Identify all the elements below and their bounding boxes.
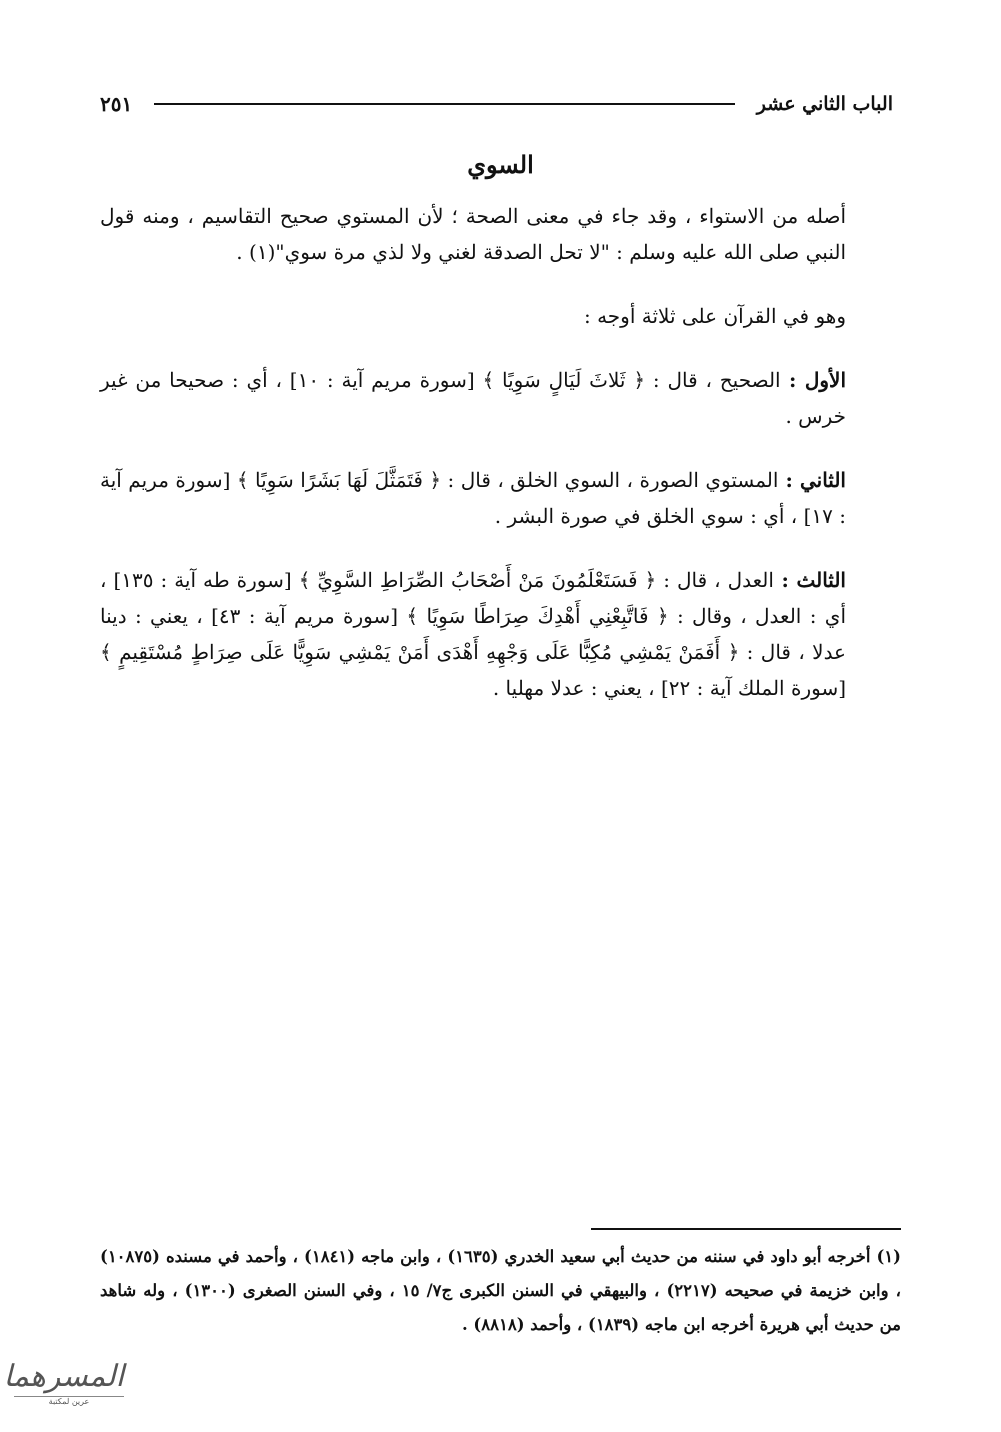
chapter-title: الباب الثاني عشر [756,93,893,115]
section-title: السوي [467,150,534,179]
paragraph-intro [100,298,846,334]
paragraph-text: أصله من الاستواء ، وقد جاء في معنى الصحة ؛ لأن المستوي صحيح التقاسيم ، ومنه قول النبي صلى الله عليه وسلم : "لا تحل الصدقة لغني ولا لذي مرة سوي"(١) . [100,204,846,264]
paragraph-lead: الثالث : [773,568,846,592]
paragraph-text: المستوي الصورة ، السوي الخلق ، قال : ﴿ فَتَمَثَّلَ لَهَا بَشَرًا سَوِيًا ﴾ [سورة مريم آية : ١٧] ، أي : سوي الخلق في صورة البشر . [100,468,846,528]
paragraph-text: وهو في القرآن على ثلاثة أوجه : [583,304,846,328]
watermark-main: المسرهما [3,1359,124,1394]
header-rule [154,103,735,105]
library-watermark-logo [3,1358,124,1414]
paragraph-text: العدل ، قال : ﴿ فَسَتَعْلَمُونَ مَنْ أَصْحَابُ الصِّرَاطِ السَّوِيِّ ﴾ [سورة طه آية : ١٣٥] ، أي : العدل ، وقال : ﴿ فَاتَّبِعْنِي أَهْدِكَ صِرَاطًا سَوِيًا ﴾ [سورة مريم آية : ٤٣] ، يعني : دينا عدلا ، قال : ﴿ أَفَمَنْ يَمْشِي مُكِبًّا عَلَى وَجْهِهِ أَهْدَى أَمَنْ يَمْشِي سَوِيًّا عَلَى صِرَاطٍ مُسْتَقِيمٍ ﴾ [سورة الملك آية : ٢٢] ، يعني : عدلا مهليا . [100,568,846,700]
paragraph-meaning-3 [100,562,846,706]
footnote: (١) أخرجه أبو داود في سننه من حديث أبي سعيد الخدري (١٦٣٥) ، وابن ماجه (١٨٤١) ، وأحمد في مسنده (١٠٨٧٥) ، وابن خزيمة في صحيحه (٢٢١٧) ، والبيهقي في السنن الكبرى ج٧/ ١٥ ، وفي السنن الصغرى (١٣٠٠) ، وله شاهد من حديث أبي هريرة أخرجه ابن ماجه (١٨٣٩) ، وأحمد (٨٨١٨) . [100,1247,901,1334]
paragraph-lead: الأول : [780,368,846,392]
footnote-divider [591,1228,901,1230]
watermark-sub: عرين لمكتبة [14,1396,124,1407]
page-number: ٢٥١ [100,92,133,116]
body-text [100,198,846,734]
paragraph-definition [100,198,846,270]
paragraph-text: الصحيح ، قال : ﴿ ثَلاثَ لَيَالٍ سَوِيًا ﴾ [سورة مريم آية : ١٠] ، أي : صحيحا من غير خرس . [100,368,846,428]
paragraph-meaning-2 [100,462,846,534]
paragraph-meaning-1 [100,362,846,434]
running-header [100,86,893,122]
paragraph-lead: الثاني : [778,468,846,492]
